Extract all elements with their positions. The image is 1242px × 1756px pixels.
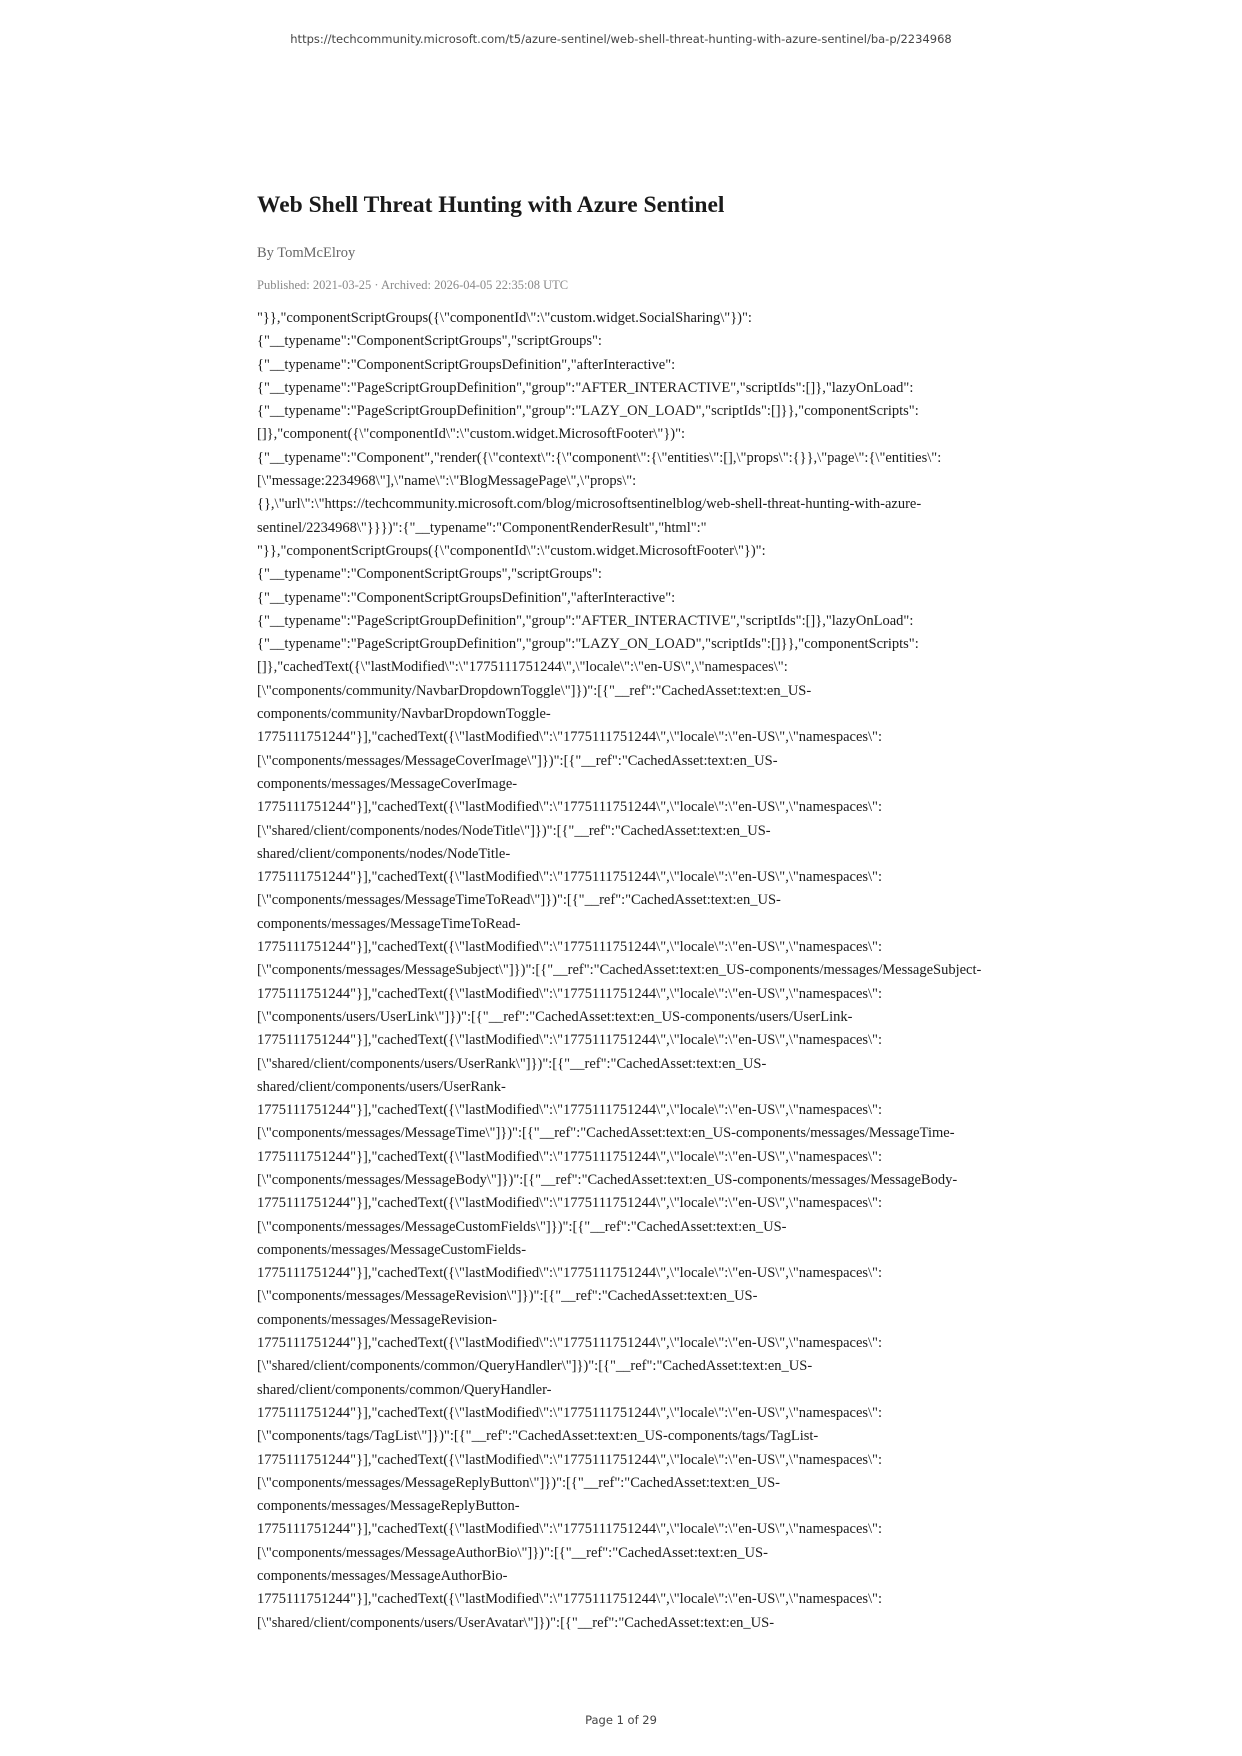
body-text-line: shared/client/components/users/UserRank- bbox=[257, 1078, 506, 1095]
body-text-line: 1775111751244"}],"cachedText({\"lastModified\":\"1775111751244\",\"locale\":\"en-US\",\"namespaces\": bbox=[257, 1102, 883, 1119]
body-text-line: sentinel/2234968\"}}})":{"__typename":"ComponentRenderResult","html":" bbox=[257, 519, 707, 536]
article-byline: By TomMcElroy bbox=[257, 245, 356, 261]
body-text-line: [\"components/messages/MessageBody\"]})":[{"__ref":"CachedAsset:text:en_US-components/messages/MessageBody- bbox=[257, 1171, 958, 1188]
article-body bbox=[257, 307, 1017, 1635]
body-text-line: [\"components/messages/MessageTime\"]})":[{"__ref":"CachedAsset:text:en_US-components/messages/MessageTime- bbox=[257, 1125, 955, 1142]
page-url-header: https://techcommunity.microsoft.com/t5/azure-sentinel/web-shell-threat-hunting-with-azure-sentinel/ba-p/2234968 bbox=[290, 32, 952, 46]
body-text-line: [\"components/tags/TagList\"]})":[{"__ref":"CachedAsset:text:en_US-components/tags/TagList- bbox=[257, 1428, 819, 1445]
body-text-line: [\"components/messages/MessageRevision\"]})":[{"__ref":"CachedAsset:text:en_US- bbox=[257, 1288, 758, 1305]
body-text-line: components/messages/MessageCustomFields- bbox=[257, 1241, 527, 1258]
body-text-line: [\"components/community/NavbarDropdownToggle\"]})":[{"__ref":"CachedAsset:text:en_US- bbox=[257, 682, 812, 699]
body-text-line: [\"components/messages/MessageCoverImage\"]})":[{"__ref":"CachedAsset:text:en_US- bbox=[257, 752, 778, 769]
body-text-line: {"__typename":"PageScriptGroupDefinition","group":"LAZY_ON_LOAD","scriptIds":[]}},"componentScripts": bbox=[257, 403, 919, 420]
body-text-line: [\"shared/client/components/common/QueryHandler\"]})":[{"__ref":"CachedAsset:text:en_US- bbox=[257, 1358, 813, 1375]
body-text-line: 1775111751244"}],"cachedText({\"lastModified\":\"1775111751244\",\"locale\":\"en-US\",\"namespaces\": bbox=[257, 985, 883, 1002]
body-text-line: [\"components/messages/MessageCustomFields\"]})":[{"__ref":"CachedAsset:text:en_US- bbox=[257, 1218, 787, 1235]
body-text-line: 1775111751244"}],"cachedText({\"lastModified\":\"1775111751244\",\"locale\":\"en-US\",\"namespaces\": bbox=[257, 939, 883, 956]
body-text-line: 1775111751244"}],"cachedText({\"lastModified\":\"1775111751244\",\"locale\":\"en-US\",\"namespaces\": bbox=[257, 799, 883, 816]
body-text-line: [\"components/users/UserLink\"]})":[{"__ref":"CachedAsset:text:en_US-components/users/UserLink- bbox=[257, 1008, 853, 1025]
body-text-line: {"__typename":"ComponentScriptGroups","scriptGroups": bbox=[257, 566, 602, 583]
body-text-line: {"__typename":"ComponentScriptGroupsDefinition","afterInteractive": bbox=[257, 589, 676, 606]
body-text-line: components/community/NavbarDropdownToggle- bbox=[257, 706, 551, 723]
article-dates: Published: 2021-03-25 · Archived: 2026-04-05 22:35:08 UTC bbox=[257, 278, 569, 292]
body-text-line: {"__typename":"PageScriptGroupDefinition","group":"AFTER_INTERACTIVE","scriptIds":[]},"lazyOnLoad": bbox=[257, 612, 914, 629]
article bbox=[257, 188, 1017, 1635]
body-text-line: [\"components/messages/MessageReplyButton\"]})":[{"__ref":"CachedAsset:text:en_US- bbox=[257, 1474, 780, 1491]
page-number: Page 1 of 29 bbox=[585, 1713, 657, 1727]
body-text-line: {"__typename":"ComponentScriptGroups","scriptGroups": bbox=[257, 333, 602, 350]
body-text-line: shared/client/components/nodes/NodeTitle- bbox=[257, 845, 511, 862]
body-text-line: [\"shared/client/components/users/UserRank\"]})":[{"__ref":"CachedAsset:text:en_US- bbox=[257, 1055, 767, 1072]
body-text-line: {},\"url\":\"https://techcommunity.microsoft.com/blog/microsoftsentinelblog/web-shell-threat-hunting-with-azure- bbox=[257, 496, 922, 513]
body-text-line: 1775111751244"}],"cachedText({\"lastModified\":\"1775111751244\",\"locale\":\"en-US\",\"namespaces\": bbox=[257, 869, 883, 886]
body-text-line: 1775111751244"}],"cachedText({\"lastModified\":\"1775111751244\",\"locale\":\"en-US\",\"namespaces\": bbox=[257, 729, 883, 746]
body-text-line: 1775111751244"}],"cachedText({\"lastModified\":\"1775111751244\",\"locale\":\"en-US\",\"namespaces\": bbox=[257, 1335, 883, 1352]
body-text-line: 1775111751244"}],"cachedText({\"lastModified\":\"1775111751244\",\"locale\":\"en-US\",\"namespaces\": bbox=[257, 1032, 883, 1049]
body-text-line: components/messages/MessageAuthorBio- bbox=[257, 1568, 508, 1585]
body-text-line: [\"components/messages/MessageAuthorBio\"]})":[{"__ref":"CachedAsset:text:en_US- bbox=[257, 1544, 768, 1561]
body-text-line: {"__typename":"PageScriptGroupDefinition","group":"LAZY_ON_LOAD","scriptIds":[]}},"componentScripts": bbox=[257, 636, 919, 653]
body-text-line: {"__typename":"PageScriptGroupDefinition","group":"AFTER_INTERACTIVE","scriptIds":[]},"lazyOnLoad": bbox=[257, 379, 914, 396]
body-text-line: 1775111751244"}],"cachedText({\"lastModified\":\"1775111751244\",\"locale\":\"en-US\",\"namespaces\": bbox=[257, 1404, 883, 1421]
body-text-line: 1775111751244"}],"cachedText({\"lastModified\":\"1775111751244\",\"locale\":\"en-US\",\"namespaces\": bbox=[257, 1265, 883, 1282]
body-text-line: shared/client/components/common/QueryHandler- bbox=[257, 1381, 552, 1398]
body-text-line: [\"shared/client/components/users/UserAvatar\"]})":[{"__ref":"CachedAsset:text:en_US- bbox=[257, 1614, 775, 1631]
body-text-line: components/messages/MessageTimeToRead- bbox=[257, 915, 521, 932]
body-text-line: []},"component({\"componentId\":\"custom.widget.MicrosoftFooter\"})": bbox=[257, 426, 686, 443]
body-text-line: {"__typename":"Component","render({\"context\":{\"component\":{\"entities\":[],\"props\":{}},\"page\":{\"entities\": bbox=[257, 449, 942, 466]
body-text-line: 1775111751244"}],"cachedText({\"lastModified\":\"1775111751244\",\"locale\":\"en-US\",\"namespaces\": bbox=[257, 1521, 883, 1538]
body-text-line: 1775111751244"}],"cachedText({\"lastModified\":\"1775111751244\",\"locale\":\"en-US\",\"namespaces\": bbox=[257, 1148, 883, 1165]
body-text-line: []},"cachedText({\"lastModified\":\"1775111751244\",\"locale\":\"en-US\",\"namespaces\": bbox=[257, 659, 788, 676]
body-text-line: {"__typename":"ComponentScriptGroupsDefinition","afterInteractive": bbox=[257, 356, 676, 373]
body-text-line: "}},"componentScriptGroups({\"componentId\":\"custom.widget.MicrosoftFooter\"})": bbox=[257, 542, 766, 559]
article-title: Web Shell Threat Hunting with Azure Sentinel bbox=[257, 192, 725, 218]
body-text-line: components/messages/MessageCoverImage- bbox=[257, 775, 518, 792]
body-text-line: [\"shared/client/components/nodes/NodeTitle\"]})":[{"__ref":"CachedAsset:text:en_US- bbox=[257, 822, 771, 839]
body-text-line: [\"message:2234968\"],\"name\":\"BlogMessagePage\",\"props\": bbox=[257, 473, 637, 490]
body-text-line: "}},"componentScriptGroups({\"componentId\":\"custom.widget.SocialSharing\"})": bbox=[257, 310, 752, 326]
body-text-line: 1775111751244"}],"cachedText({\"lastModified\":\"1775111751244\",\"locale\":\"en-US\",\"namespaces\": bbox=[257, 1451, 883, 1468]
body-text-line: [\"components/messages/MessageSubject\"]})":[{"__ref":"CachedAsset:text:en_US-components/messages/MessageSubject- bbox=[257, 962, 982, 979]
body-text-line: components/messages/MessageReplyButton- bbox=[257, 1498, 520, 1515]
body-text-line: [\"components/messages/MessageTimeToRead\"]})":[{"__ref":"CachedAsset:text:en_US- bbox=[257, 892, 781, 909]
body-text-line: 1775111751244"}],"cachedText({\"lastModified\":\"1775111751244\",\"locale\":\"en-US\",\"namespaces\": bbox=[257, 1591, 883, 1608]
body-text-line: 1775111751244"}],"cachedText({\"lastModified\":\"1775111751244\",\"locale\":\"en-US\",\"namespaces\": bbox=[257, 1195, 883, 1212]
body-text-line: components/messages/MessageRevision- bbox=[257, 1311, 498, 1328]
